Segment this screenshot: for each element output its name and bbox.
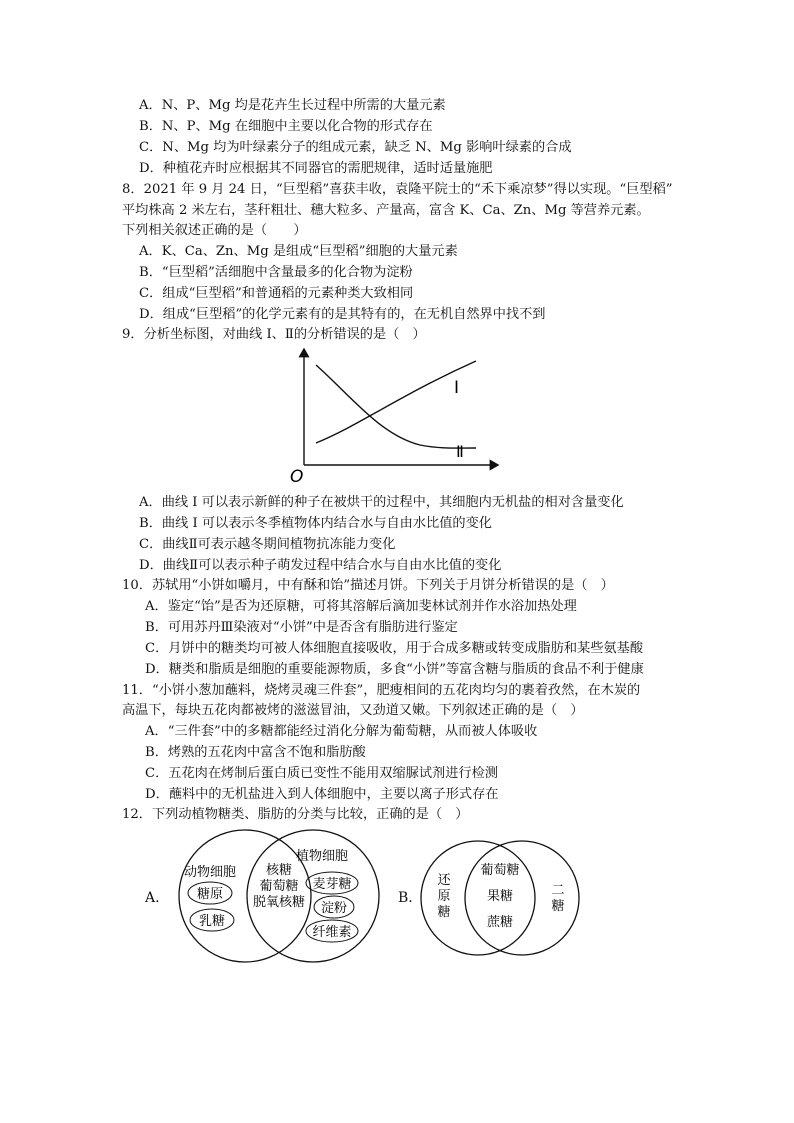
q12-stem: 12．下列动植物糖类、脂肪的分类与比较，正确的是（ ） <box>122 807 469 822</box>
q9-option-d: D．曲线Ⅱ可以表示种子萌发过程中结合水与自由水比值的变化 <box>139 558 502 573</box>
shared-glucose-b: 葡萄糖 <box>480 863 520 878</box>
q11-option-b: B．烤熟的五花肉中富含不饱和脂肪酸 <box>145 745 366 760</box>
lactose-label: 乳糖 <box>198 914 226 929</box>
q8-option-b: B．“巨型稻”活细胞中含量最多的化合物为淀粉 <box>139 265 413 280</box>
q12-diagram-b-label: B. <box>398 890 413 906</box>
q12-diagram-a-label: A. <box>145 890 160 906</box>
starch-label: 淀粉 <box>320 901 348 916</box>
q8-option-c: C．组成“巨型稻”和普通稻的元素种类大致相同 <box>139 286 414 301</box>
curve-1-label: I <box>454 378 460 398</box>
q9-graph <box>280 345 510 485</box>
q8-stem-line3: 下列相关叙述正确的是（ ） <box>122 223 307 238</box>
q11-stem-line1: 11．“小饼小葱加蘸料，烧烤灵魂三件套”，肥瘦相间的五花肉均匀的裹着孜然，在木炭的 <box>122 683 641 698</box>
q9-option-a: A．曲线 I 可以表示新鲜的种子在被烘干的过程中，其细胞内无机盐的相对含量变化 <box>139 495 624 510</box>
origin-label: O <box>290 467 304 485</box>
q7-option-d: D．种植花卉时应根据其不同器官的需肥规律，适时适量施肥 <box>139 161 493 176</box>
curve-2 <box>316 365 476 448</box>
disaccharide-char-2: 糖 <box>551 899 565 914</box>
q8-option-a: A．K、Ca、Zn、Mg 是组成“巨型稻”细胞的大量元素 <box>139 244 458 259</box>
q12-venn-a <box>170 826 392 966</box>
shared-sucrose-b: 蔗糖 <box>486 915 514 930</box>
curve-1 <box>316 361 476 443</box>
shared-fructose-b: 果糖 <box>486 889 514 904</box>
plant-cell-label: 植物细胞 <box>296 849 349 864</box>
reducing-sugar-char-2: 原 <box>437 889 451 904</box>
q10-option-d: D．糖类和脂质是细胞的重要能源物质，多食“小饼”等富含糖与脂质的食品不利于健康 <box>145 662 644 677</box>
q11-stem-line2: 高温下，每块五花肉都被烤的滋滋冒油，又劲道又嫩。下列叙述正确的是（ ） <box>122 703 584 718</box>
reducing-sugar-char-3: 糖 <box>437 905 451 920</box>
cellulose-label: 纤维素 <box>312 925 352 940</box>
glycogen-label: 糖原 <box>196 887 224 902</box>
shared-deoxyribose: 脱氧核糖 <box>252 895 306 910</box>
shared-glucose: 葡萄糖 <box>259 879 299 894</box>
q10-option-c: C．月饼中的糖类均可被人体细胞直接吸收，用于合成多糖或转变成脂肪和某些氨基酸 <box>145 641 644 656</box>
q11-option-c: C．五花肉在烤制后蛋白质已变性不能用双缩脲试剂进行检测 <box>145 766 498 781</box>
q10-option-a: A．鉴定“饴”是否为还原糖，可将其溶解后滴加斐林试剂并作水浴加热处理 <box>145 599 577 614</box>
q11-option-d: D．蘸料中的无机盐进入到人体细胞中，主要以离子形式存在 <box>145 787 499 802</box>
maltose-label: 麦芽糖 <box>312 877 352 892</box>
curve-2-label: Ⅱ <box>456 442 464 461</box>
disaccharide-char-1: 二 <box>551 883 565 898</box>
q9-stem: 9．分析坐标图，对曲线 I、Ⅱ的分析错误的是（ ） <box>122 327 426 342</box>
q10-option-b: B．可用苏丹Ⅲ染液对“小饼”中是否含有脂肪进行鉴定 <box>145 620 458 635</box>
q9-option-b: B．曲线 I 可以表示冬季植物体内结合水与自由水比值的变化 <box>139 516 492 531</box>
reducing-sugar-char-1: 还 <box>437 873 451 888</box>
q8-stem-line1: 8．2021 年 9 月 24 日，“巨型稻”喜获丰收，袁隆平院士的“禾下乘凉梦”得以实现。“巨型稻” <box>122 182 673 197</box>
q10-stem: 10．苏轼用“小饼如嚼月，中有酥和饴”描述月饼。下列关于月饼分析错误的是（ ） <box>122 578 614 593</box>
q12-venn-b <box>418 834 584 964</box>
q8-stem-line2: 平均株高 2 米左右，茎秆粗壮、穗大粒多、产量高，富含 K、Ca、Zn、Mg 等营养元素。 <box>122 203 650 218</box>
shared-ribose: 核糖 <box>265 863 293 878</box>
q7-option-b: B．N、P、Mg 在细胞中主要以化合物的形式存在 <box>139 119 433 134</box>
q8-option-d: D．组成“巨型稻”的化学元素有的是其特有的，在无机自然界中找不到 <box>139 307 546 322</box>
q7-option-c: C．N、Mg 均为叶绿素分子的组成元素，缺乏 N、Mg 影响叶绿素的合成 <box>139 140 572 155</box>
q9-option-c: C．曲线Ⅱ可表示越冬期间植物抗冻能力变化 <box>139 537 396 552</box>
animal-cell-label: 动物细胞 <box>184 865 237 880</box>
disaccharide-circle <box>465 841 579 955</box>
q11-option-a: A．“三件套”中的多糖都能经过消化分解为葡萄糖，从而被人体吸收 <box>145 724 538 739</box>
q7-option-a: A．N、P、Mg 均是花卉生长过程中所需的大量元素 <box>139 98 446 113</box>
